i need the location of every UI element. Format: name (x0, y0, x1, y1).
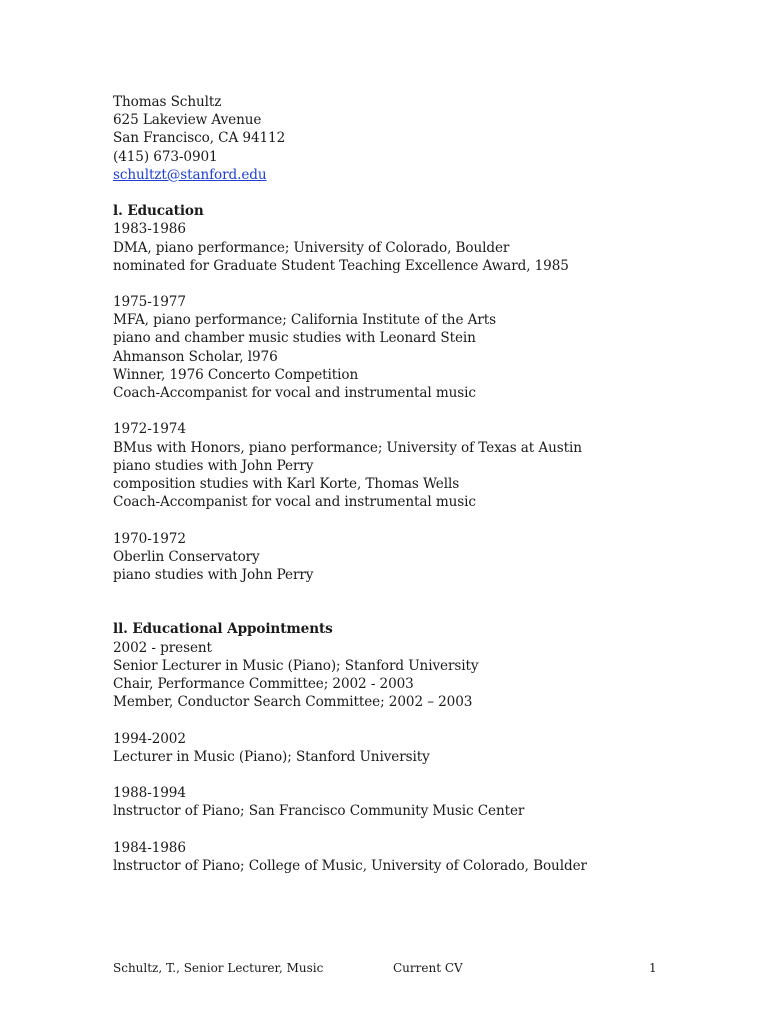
entry-line: nominated for Graduate Student Teaching Excellence Award, 1985 (113, 257, 569, 274)
entry-line: Ahmanson Scholar, l976 (113, 348, 278, 365)
appointment-entry (113, 730, 673, 766)
entry-years: 1970-1972 (113, 530, 186, 547)
appointment-entry (113, 639, 673, 712)
entry-line: piano studies with John Perry (113, 457, 314, 474)
entry-line: piano and chamber music studies with Leonard Stein (113, 330, 476, 347)
entry-line: Winner, 1976 Concerto Competition (113, 366, 359, 383)
entry-years: 1975-1977 (113, 294, 186, 311)
entry-line: BMus with Honors, piano performance; University of Texas at Austin (113, 439, 582, 456)
entry-line: Lecturer in Music (Piano); Stanford University (113, 748, 430, 765)
entry-years: 1994-2002 (113, 730, 186, 747)
entry-years: 2002 - present (113, 639, 212, 656)
appointments-heading: ll. Educational Appointments (113, 621, 333, 638)
appointment-entry (113, 839, 673, 875)
entry-line: Oberlin Conservatory (113, 548, 260, 565)
education-heading: l. Education (113, 203, 204, 220)
entry-line: lnstructor of Piano; San Francisco Community Music Center (113, 803, 525, 820)
entry-line: DMA, piano performance; University of Colorado, Boulder (113, 239, 510, 256)
cv-page (113, 93, 673, 875)
contact-block (113, 93, 673, 184)
entry-years: 1984-1986 (113, 839, 186, 856)
education-entry (113, 220, 673, 275)
entry-line: Coach-Accompanist for vocal and instrumental music (113, 385, 476, 401)
entry-line: piano studies with John Perry (113, 566, 314, 583)
entry-years: 1972-1974 (113, 421, 186, 438)
entry-line: Senior Lecturer in Music (Piano); Stanford University (113, 657, 479, 674)
entry-line: Member, Conductor Search Committee; 2002 – 2003 (113, 694, 473, 711)
entry-line: composition studies with Karl Korte, Thomas Wells (113, 475, 460, 492)
footer-author: Schultz, T., Senior Lecturer, Music (113, 961, 324, 975)
education-entry (113, 293, 673, 402)
entry-line: lnstructor of Piano; College of Music, University of Colorado, Boulder (113, 857, 587, 874)
contact-address-line2: San Francisco, CA 94112 (113, 130, 286, 147)
contact-email-link[interactable]: schultzt@stanford.edu (113, 166, 267, 183)
education-entry (113, 420, 673, 511)
entry-line: MFA, piano performance; California Institute of the Arts (113, 312, 496, 329)
entry-line: Chair, Performance Committee; 2002 - 2003 (113, 676, 414, 693)
contact-name: Thomas Schultz (113, 94, 222, 110)
page-footer (0, 961, 768, 975)
footer-page-number: 1 (649, 961, 657, 975)
contact-address-line1: 625 Lakeview Avenue (113, 112, 262, 129)
entry-years: 1988-1994 (113, 785, 186, 802)
education-section (113, 202, 673, 584)
entry-years: 1983-1986 (113, 221, 186, 238)
appointment-entry (113, 784, 673, 820)
entry-line: Coach-Accompanist for vocal and instrumental music (113, 494, 476, 511)
footer-doc-title: Current CV (393, 961, 463, 975)
appointments-section (113, 620, 673, 875)
contact-phone: (415) 673-0901 (113, 148, 218, 165)
education-entry (113, 530, 673, 585)
